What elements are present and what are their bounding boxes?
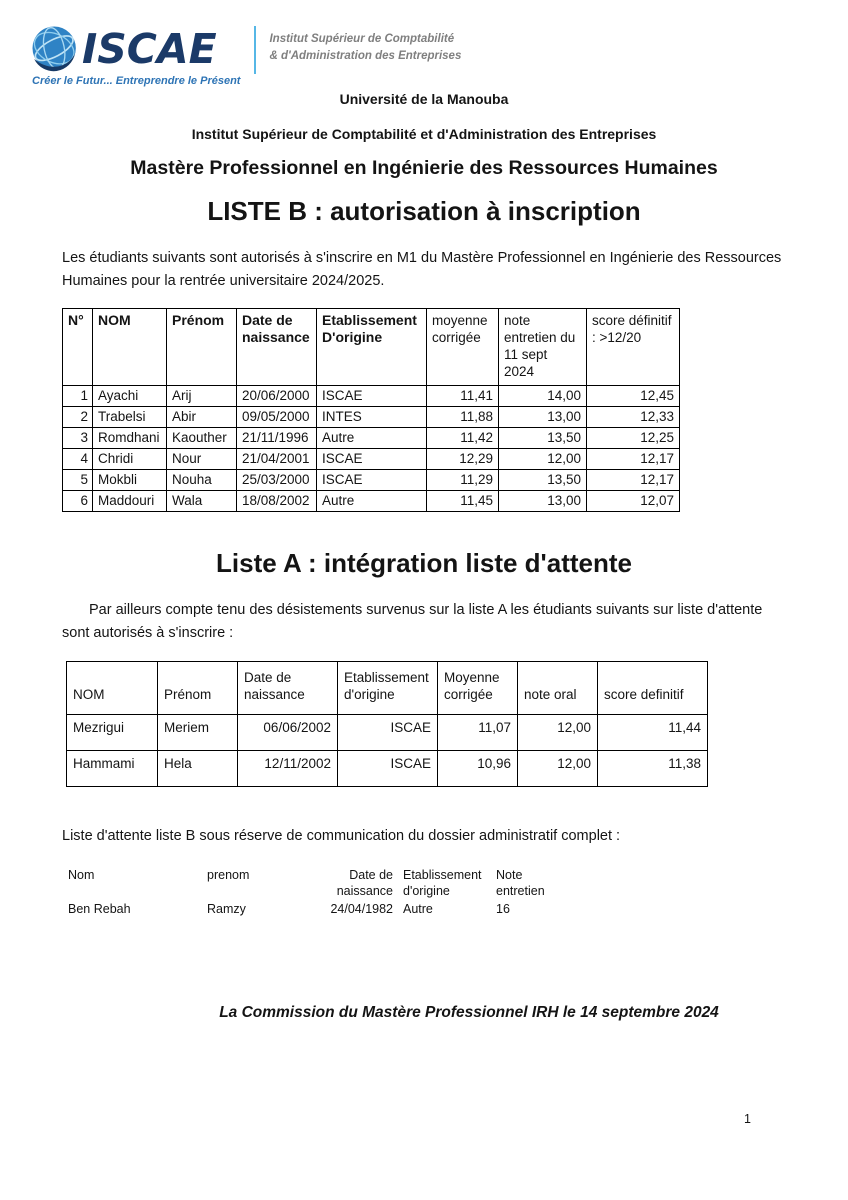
table-cell: 21/11/1996	[237, 428, 317, 449]
table-cell: 11,07	[438, 715, 518, 751]
table-cell: 25/03/2000	[237, 470, 317, 491]
column-header: note entretien du 11 sept 2024	[499, 309, 587, 386]
logo-divider	[254, 26, 256, 74]
table-cell: Autre	[317, 491, 427, 512]
university-title: Université de la Manouba	[339, 91, 509, 107]
table-cell: ISCAE	[338, 751, 438, 787]
column-header: Note entretien	[496, 868, 545, 898]
column-header: Moyenne corrigée	[438, 662, 518, 715]
globe-icon	[30, 24, 80, 74]
table-cell: Mezrigui	[67, 715, 158, 751]
program-title: Mastère Professionnel en Ingénierie des Ressources Humaines	[130, 157, 718, 179]
table-row	[63, 470, 680, 491]
table-header-row	[67, 662, 708, 715]
column-header: Etablissement d'origine	[338, 662, 438, 715]
intro-paragraph: Les étudiants suivants sont autorisés à s'inscrire en M1 du Mastère Professionnel en Ingénierie des Ressources Humaines pour la rentrée universitaire 2024/2025.	[62, 250, 782, 289]
column-header: note oral	[518, 662, 598, 715]
table-row	[63, 449, 680, 470]
column-header: prenom	[207, 868, 250, 882]
table-cell: INTES	[317, 407, 427, 428]
table-cell: 12,17	[587, 449, 680, 470]
table-cell: 1	[63, 386, 93, 407]
table-cell: Trabelsi	[93, 407, 167, 428]
table-cell: ISCAE	[317, 470, 427, 491]
table-cell: Ayachi	[93, 386, 167, 407]
table-cell: 13,00	[499, 407, 587, 428]
logo-side-line2: & d'Administration des Entreprises	[269, 50, 462, 63]
logo-wordmark: ISCAE	[82, 24, 217, 73]
table-cell: Arij	[167, 386, 237, 407]
column-header: N°	[63, 309, 93, 386]
column-header: Etablissement D'origine	[317, 309, 427, 386]
table-header-row	[63, 309, 680, 386]
table-cell: Ramzy	[207, 902, 246, 916]
logo-side-line1: Institut Supérieur de Comptabilité	[269, 33, 455, 45]
table-cell: 12,33	[587, 407, 680, 428]
table-cell: 06/06/2002	[238, 715, 338, 751]
liste-b-title: LISTE B : autorisation à inscription	[207, 196, 641, 226]
table-cell: 13,00	[499, 491, 587, 512]
table-row	[63, 428, 680, 449]
table-cell: 13,50	[499, 428, 587, 449]
table-row	[63, 407, 680, 428]
table-cell: Wala	[167, 491, 237, 512]
table-cell: Ben Rebah	[68, 902, 131, 916]
column-header: score définitif : >12/20	[587, 309, 680, 386]
table-cell: Abir	[167, 407, 237, 428]
table-cell: 16	[496, 902, 510, 916]
page-number: 1	[744, 1112, 751, 1126]
table-cell: 2	[63, 407, 93, 428]
table-cell: 12,17	[587, 470, 680, 491]
table-cell: 6	[63, 491, 93, 512]
table-cell: 09/05/2000	[237, 407, 317, 428]
column-header: Prénom	[158, 662, 238, 715]
column-header: Prénom	[167, 309, 237, 386]
table-cell: 11,29	[427, 470, 499, 491]
table-cell: 11,45	[427, 491, 499, 512]
table-cell: 14,00	[499, 386, 587, 407]
logo-tagline: Créer le Futur... Entreprendre le Présent	[32, 75, 241, 87]
table-cell: Hela	[158, 751, 238, 787]
table-row	[63, 491, 680, 512]
table-cell: 12,07	[587, 491, 680, 512]
table-cell: 18/08/2002	[237, 491, 317, 512]
table-cell: 11,38	[598, 751, 708, 787]
table-cell: 11,88	[427, 407, 499, 428]
liste-a-title: Liste A : intégration liste d'attente	[216, 548, 632, 578]
table-cell: 12,25	[587, 428, 680, 449]
table-cell: ISCAE	[317, 449, 427, 470]
table-cell: Chridi	[93, 449, 167, 470]
column-header: Date de naissance	[238, 662, 338, 715]
table-cell: 12,00	[499, 449, 587, 470]
table-cell: 13,50	[499, 470, 587, 491]
column-header: Date de naissance	[336, 868, 393, 898]
table-cell: 5	[63, 470, 93, 491]
table-cell: Autre	[317, 428, 427, 449]
commission-signature: La Commission du Mastère Professionnel IRH le 14 septembre 2024	[219, 1004, 719, 1021]
table-cell: 11,41	[427, 386, 499, 407]
table-cell: 12,29	[427, 449, 499, 470]
column-header: NOM	[93, 309, 167, 386]
table-cell: Meriem	[158, 715, 238, 751]
table-row	[67, 751, 708, 787]
column-header: moyenne corrigée	[427, 309, 499, 386]
table-row	[67, 715, 708, 751]
column-header: score definitif	[598, 662, 708, 715]
logo-top-row	[30, 24, 240, 74]
table-cell: 10,96	[438, 751, 518, 787]
table-cell: Maddouri	[93, 491, 167, 512]
logo-main-block	[30, 24, 240, 87]
table-header-row	[68, 867, 576, 901]
institute-title: Institut Supérieur de Comptabilité et d'Administration des Entreprises	[191, 126, 657, 142]
table-cell: 20/06/2000	[237, 386, 317, 407]
column-header: Date de naissance	[237, 309, 317, 386]
table-cell: 24/04/1982	[330, 902, 393, 916]
liste-a-table	[66, 661, 708, 787]
column-header: Etablissement d'origine	[403, 868, 482, 898]
table-cell: ISCAE	[317, 386, 427, 407]
table-cell: 4	[63, 449, 93, 470]
liste-b-table	[62, 308, 680, 512]
logo-side-text	[269, 31, 461, 66]
table-cell: 21/04/2001	[237, 449, 317, 470]
column-header: NOM	[67, 662, 158, 715]
table-cell: 12,00	[518, 751, 598, 787]
table-cell: 12,00	[518, 715, 598, 751]
column-header: Nom	[68, 868, 95, 882]
liste-a-paragraph: Par ailleurs compte tenu des désistements survenus sur la liste A les étudiants suivants sur liste d'attente sont autorisés à s'inscrire :	[62, 602, 763, 641]
table-cell: Autre	[403, 902, 433, 916]
waitlist-intro: Liste d'attente liste B sous réserve de communication du dossier administratif complet :	[62, 828, 621, 844]
table-cell: 12,45	[587, 386, 680, 407]
iscae-logo	[0, 0, 848, 87]
table-cell: 12/11/2002	[238, 751, 338, 787]
table-cell: Kaouther	[167, 428, 237, 449]
table-cell: Nouha	[167, 470, 237, 491]
waitlist-table	[68, 867, 576, 917]
table-cell: 11,42	[427, 428, 499, 449]
table-cell: ISCAE	[338, 715, 438, 751]
table-cell: 3	[63, 428, 93, 449]
table-cell: Hammami	[67, 751, 158, 787]
table-row	[63, 386, 680, 407]
table-cell: Nour	[167, 449, 237, 470]
table-cell: Mokbli	[93, 470, 167, 491]
table-cell: 11,44	[598, 715, 708, 751]
table-cell: Romdhani	[93, 428, 167, 449]
table-row	[68, 901, 576, 917]
